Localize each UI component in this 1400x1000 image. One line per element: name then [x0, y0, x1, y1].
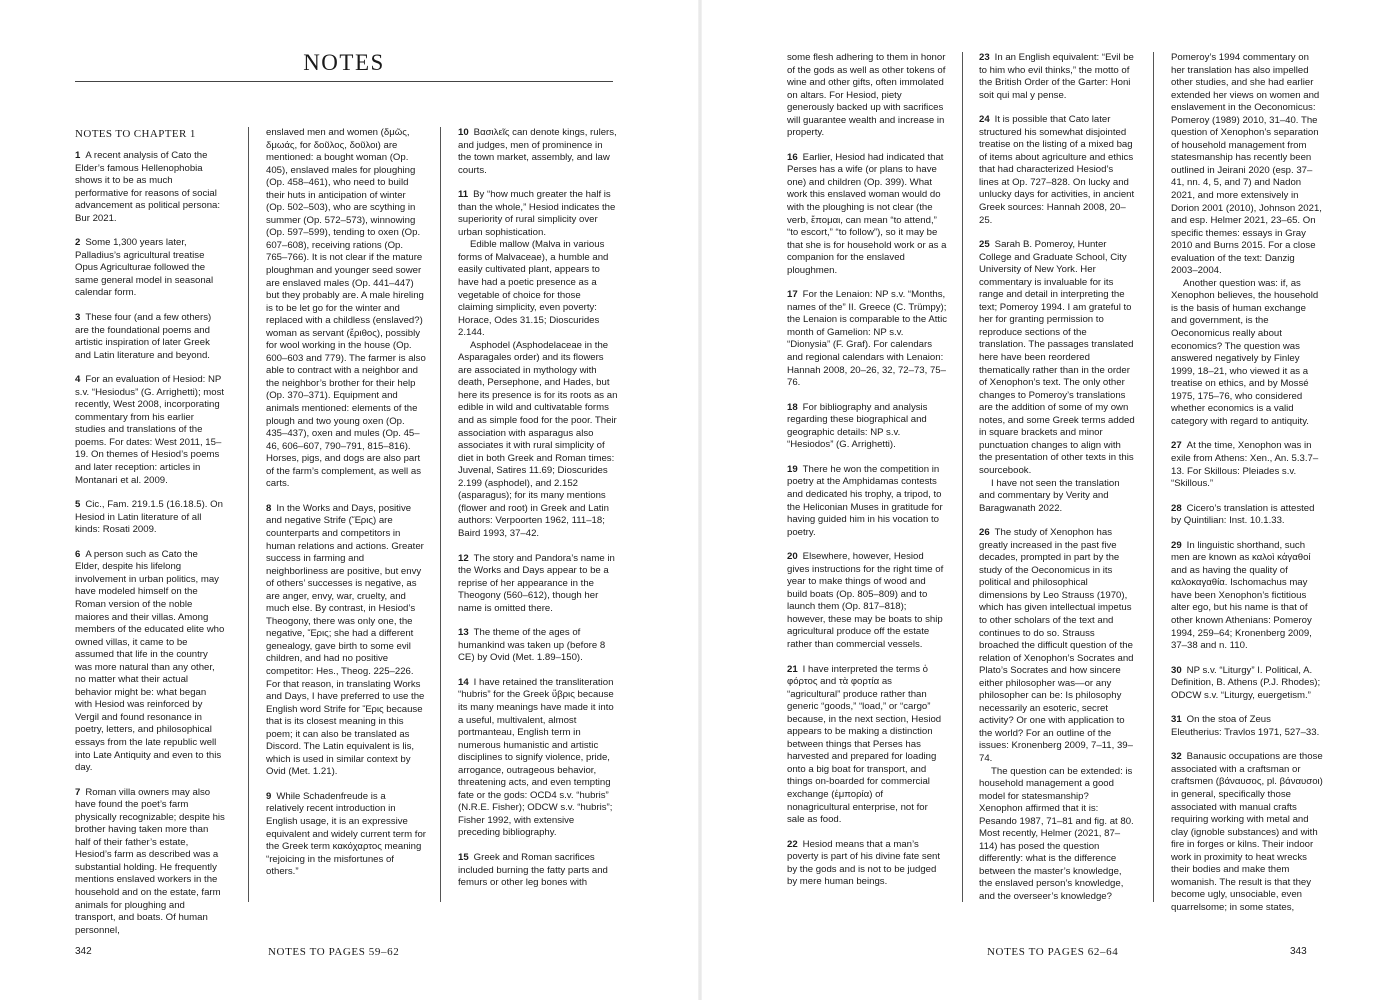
right-column-1 [787, 52, 947, 907]
note-text: Cic., Fam. 219.1.5 (16.18.5). On Hesiod in Latin literature of all kinds: Rosati 2009. [75, 499, 223, 536]
note-number: 28 [1171, 502, 1182, 514]
note-7 [75, 787, 225, 938]
note-23 [979, 52, 1135, 102]
note-paragraph [1171, 714, 1323, 739]
note-text: The story and Pandora’s name in the Works and Days appear to be a reprise of her appearance in the Theogony (560–612), though her name is omitted there. [458, 552, 615, 614]
note-number: 24 [979, 114, 990, 126]
note-text: At the time, Xenophon was in exile from Athens: Xen., An. 5.3.7–13. For Skillous: Pleiades s.v. “Skillous.” [1171, 440, 1319, 490]
running-head-left: NOTES TO PAGES 59–62 [268, 946, 400, 958]
note-paragraph [458, 239, 618, 339]
note-text: In the Works and Days, positive and negative Strife (Ἔρις) are counterparts and competitors in human relations and actions. Greater success in farming and neighborliness are positive, but envy of others’ successes is negative, as are anger, envy, war, cruelty, and much else. By contrast, in Hesiod’s Theogony, there was only one, the negative, Ἔρις; she had a different genealogy, gave birth to some evil children, and had no positive competitor: Hes., Theog. 225–226. For that reason, in translating Works and Days, I have preferred to use the English word Strife for Ἔρις because that is its closest meaning in this poem; it can also be translated as Discord. The Latin equivalent is lis, which is used in similar context by Ovid (Met. 1.21). [266, 502, 425, 778]
note-text: Earlier, Hesiod had indicated that Perses has a wife (or plans to have one) and children (Op. 399). What work this enslaved woman would do with the ploughing is not clear (the verb, ἕπομαι, can mean “to attend,” “to escort,” “to follow”), so it may be that she is for household work or as a companion for the enslaved ploughmen. [787, 151, 947, 276]
note-paragraph [266, 791, 426, 879]
note-paragraph [1171, 278, 1323, 429]
note-number: 14 [458, 676, 469, 688]
note-paragraph [979, 527, 1135, 765]
note-number: 23 [979, 52, 990, 63]
note-text: In an English equivalent: “Evil be to him who evil thinks,” the motto of the British Order of the Garter: Honi soit qui mal y pense. [979, 52, 1134, 101]
note-32 [1171, 751, 1323, 914]
note-24 [979, 114, 1135, 227]
note-26 [979, 527, 1135, 903]
note-paragraph [787, 52, 947, 140]
note-paragraph [458, 189, 618, 239]
note-number: 20 [787, 551, 798, 563]
note-paragraph [75, 549, 225, 775]
note-27 [1171, 440, 1323, 490]
note-2 [75, 237, 225, 300]
note-number: 31 [1171, 714, 1182, 726]
note-text: For bibliography and analysis regarding these biographical and geographic details: NP s.v. “Hesiodos” (G. Arrighetti). [787, 401, 928, 451]
note-paragraph [75, 150, 225, 225]
note-number: 22 [787, 838, 798, 850]
note-text: These four (and a few others) are the foundational poems and artistic inspiration of later Greek and Latin literature and beyond. [75, 312, 212, 361]
note-paragraph [458, 677, 618, 840]
note-11 [458, 189, 618, 540]
note-paragraph [1171, 440, 1323, 490]
note-number: 26 [979, 527, 990, 539]
note-text: some flesh adhering to them in honor of the gods as well as other tokens of wine and other gifts, often immolated on altars. For Hesiod, piety generously backed up with sacrifices will guarantee wealth and increase in property. [787, 52, 946, 139]
note-15 [458, 852, 618, 890]
notes-title: NOTES [303, 50, 385, 75]
note-21 [787, 664, 947, 827]
note-text: NP s.v. “Liturgy” I. Political, A. Definition, B. Athens (P.J. Rhodes); ODCW s.v. “Liturgy, euergetism.” [1171, 664, 1321, 701]
note-number: 4 [75, 374, 81, 386]
note-text: In linguistic shorthand, such men are known as καλοὶ κἀγαθοί and as having the quality of καλοκαγαθία. Ischomachus may have been Xenophon’s fictitious alter ego, but his name is that of other known Athenians: Pomeroy 1994, 259–64; Kronenberg 2009, 37–38 and n. 110. [1171, 539, 1312, 652]
column-rule [962, 52, 963, 902]
note-text: Hesiod means that a man’s poverty is part of his divine fate sent by the gods and is not to be judged by mere human beings. [787, 838, 941, 888]
note-text: There he won the competition in poetry at the Amphidamas contests and dedicated his trophy, a tripod, to the Heliconian Muses in gratitude for having guided him in his vocation to poetry. [787, 463, 943, 538]
note-12 [458, 553, 618, 616]
note-number: 3 [75, 312, 81, 324]
note-text: Roman villa owners may also have found the poet’s farm physically recognizable; despite his brother having taken more than half of their father’s estate, Hesiod’s farm as described was a substantial holding. He frequently mentions enslaved workers in the household and on the estate, farm animals for ploughing and transport, and boats. Of human personnel, [75, 786, 225, 936]
note-text: The theme of the ages of humankind was taken up (before 8 CE) by Ovid (Met. 1.89–150). [458, 627, 606, 664]
right-column-3 [1171, 52, 1323, 913]
note-text: It is possible that Cato later structured his somewhat disjointed treatise on the listing of a mixed bag of items about agriculture and ethics that had characterized Hesiod’s lines at Op. 727–828. On lucky and unlucky days for activities, in ancient Greek sources: Hannah 2008, 20–25. [979, 114, 1135, 226]
note-number: 11 [458, 189, 469, 201]
note-20 [787, 551, 947, 651]
note-8 [266, 503, 426, 779]
note-paragraph [787, 839, 947, 889]
note-number: 6 [75, 548, 81, 560]
note-paragraph [787, 551, 947, 651]
note-number: 19 [787, 463, 798, 475]
column-rule [1153, 52, 1154, 902]
note-text: Asphodel (Asphodelaceae in the Asparagales order) and its flowers are associated in mythology with death, Persephone, and Hades, but here its presence is for its roots as an edible in wild and cultivatable forms and as simple food for the poor. Their association with asparagus also associates it with rural simplicity of diet in both Greek and Roman times: Juvenal, Satires 11.69; Dioscurides 2.199 (asphodel), and 2.152 (asparagus); for its many mentions (flower and root) in Greek and Latin authors: Verpoorten 1962, 111–18; Baird 1993, 37–42. [458, 339, 618, 539]
chapter-heading: NOTES TO CHAPTER 1 [75, 128, 196, 140]
note-text: Edible mallow (Malva in various forms of Malvaceae), a humble and easily cultivated plant, appears to have had a poetic presence as a vegetable of choice for those claiming simplicity, even poverty: Horace, Odes 31.15; Dioscurides 2.144. [458, 239, 609, 339]
note-10 [458, 127, 618, 177]
note-paragraph [979, 478, 1135, 516]
note-5 [75, 499, 225, 537]
note-25 [979, 239, 1135, 515]
note-text: While Schadenfreude is a relatively recent introduction in English usage, it is an expressive equivalent and widely current term for the Greek term κακόχαρτος meaning “rejoicing in the misfortunes of others.” [266, 790, 426, 878]
note-paragraph [787, 464, 947, 539]
note-text: On the stoa of Zeus Eleutherius: Travlos 1971, 527–33. [1171, 714, 1320, 738]
note-text: enslaved men and women (δμῶς, δμωάς, for δοῦλος, δοῦλοι) are mentioned: a bought woman (Op. 405), enslaved males for ploughing (Op. 458–461), who need to build their huts in anticipation of winter (Op. 502–503), who are scything in summer (Op. 572–573), winnowing (Op. 597–599), tending to oxen (Op. 607–608), receiving rations (Op. 765–766). It is not clear if the mature ploughman and younger seed sower are enslaved males (Op. 441–447) but they probably are. A male hireling is to be let go for the winter and replaced with a childless (enslaved?) woman as servant (ἔριθος), possibly for wool working in the house (Op. 600–603 and 779). The farmer is also able to contract with a neighbor and the neighbor’s brother for their help (Op. 370–371). Equipment and animals mentioned: elements of the plough and two young oxen (Op. 435–437), oxen and mules (Op. 45–46, 606–607, 790–791, 815–816). Horses, pigs, and dogs are also part of the farm’s complement, as well as carts. [266, 127, 426, 490]
note-number: 2 [75, 237, 81, 249]
note-13 [458, 627, 618, 665]
left-column-2 [266, 127, 426, 907]
note-paragraph [1171, 52, 1323, 278]
note-paragraph [458, 553, 618, 616]
note-text: Cicero’s translation is attested by Quintilian: Inst. 10.1.33. [1171, 502, 1315, 527]
title-rule [75, 81, 613, 82]
note-text: By “how much greater the half is than the whole,” Hesiod indicates the superiority of rural simplicity over urban sophistication. [458, 189, 616, 238]
note-text: A person such as Cato the Elder, despite his lifelong involvement in urban politics, may have modeled himself on the Roman version of the noble maiores and their villas. Among members of the educated elite who owned villas, it came to be assumed that life in the country was more natural than any other, no matter what their actual behavior might be: what began with Hesiod was reinforced by Vergil and found resonance in poetry, letters, and philosophical essays from the late republic well into Late Antiquity and even to this day. [75, 548, 225, 774]
note-text: Another question was: if, as Xenophon believes, the household is the basis of human exchange and government, is the Oeconomicus really about economics? The question was answered negatively by Finley 1999, 18–21, who viewed it as a treatise on ethics, and by Mossé 1975, 175–76, who considered whether economics is a valid category with regard to antiquity. [1171, 277, 1319, 427]
note-number: 32 [1171, 751, 1182, 763]
note-paragraph [787, 402, 947, 452]
note-paragraph [979, 766, 1135, 904]
note-continuation [266, 127, 426, 491]
note-number: 1 [75, 150, 81, 161]
note-text: A recent analysis of Cato the Elder’s famous Hellenophobia shows it to be as much performative for reasons of social advancement as political persona: Bur 2021. [75, 150, 221, 224]
note-number: 13 [458, 627, 469, 639]
note-paragraph [1171, 540, 1323, 653]
note-paragraph [979, 114, 1135, 227]
note-number: 15 [458, 851, 469, 863]
note-text: Some 1,300 years later, Palladius’s agricultural treatise Opus Agriculturae followed the same general model in seasonal calendar form. [75, 237, 214, 299]
note-paragraph [75, 787, 225, 938]
note-text: I have retained the transliteration “hubris” for the Greek ὕβρις because its many meanings have made it into a useful, multivalent, almost portmanteau, English term in numerous humanistic and artistic disciplines to signify violence, pride, arrogance, outrageous behavior, threatening acts, and even tempting fate or the gods: OCD4 s.v. “hubris” (N.R.E. Fisher); ODCW s.v. “hubris”; Fisher 1992, with extensive preceding bibliography. [458, 676, 614, 839]
note-number: 18 [787, 401, 798, 413]
note-text: The question can be extended: is household management a good model for statesmanship? Xenophon affirmed that it is: Pesando 1987, 71–81 and fig. at 80. Most recently, Helmer (2021, 87–114) has posed the question differently: what is the difference between the master’s knowledge, the enslaved person’s knowledge, and the overseer’s knowledge? [979, 765, 1134, 902]
note-text: Pomeroy’s 1994 commentary on her translation has also impelled other studies, and she had earlier extended her views on women and enslavement in the Oeconomicus: Pomeroy (1989) 2010, 31–40. The question of Xenophon’s separation of household management from statesmanship has recently been outlined in Jeirani 2020 (esp. 37–41, nn. 4, 5, and 7) and Nadon 2021, and more extensively in Dorion 2001 (2010), Johnson 2021, and esp. Helmer 2021, 23–65. On specific themes: essays in Gray 2010 and Burns 2015. For a close evaluation of the text: Danzig 2003–2004. [1171, 52, 1322, 277]
running-head-right: NOTES TO PAGES 62–64 [987, 946, 1119, 958]
note-paragraph [1171, 751, 1323, 914]
note-number: 29 [1171, 539, 1182, 551]
right-page [700, 0, 1400, 1000]
note-text: I have interpreted the terms ὁ φόρτος and τὰ φορτία as “agricultural” produce rather than generic “goods,” “load,” or “cargo” because, in the next section, Hesiod appears to be making a distinction between things that Perses has harvested and prepared for loading onto a big boat for transport, and things on-boarded for commercial exchange (ἐμπορία) of nonagricultural enterprise, not for sale as food. [787, 663, 942, 826]
note-31 [1171, 714, 1323, 739]
note-text: Elsewhere, however, Hesiod gives instructions for the right time of year to make things of wood and build boats (Op. 805–809) and to launch them (Op. 817–818); however, these may be boats to ship agricultural produce off the estate rather than commercial vessels. [787, 551, 944, 650]
note-paragraph [75, 499, 225, 537]
note-17 [787, 289, 947, 389]
page-number-left: 342 [75, 946, 92, 957]
note-paragraph [75, 312, 225, 362]
note-text: I have not seen the translation and commentary by Verity and Baragwanath 2022. [979, 477, 1120, 514]
note-9 [266, 791, 426, 879]
note-text: For the Lenaion: NP s.v. “Months, names of the” II. Greece (C. Trümpy); the Lenaion is comparable to the Attic month of Gamelion: NP s.v. “Dionysia” (F. Graf). For calendars and regional calendars with Lenaion: Hannah 2008, 20–26, 32, 72–73, 75–76. [787, 289, 947, 389]
note-29 [1171, 540, 1323, 653]
note-paragraph [787, 664, 947, 827]
note-paragraph [458, 852, 618, 890]
left-column-1 [75, 127, 225, 936]
note-paragraph [787, 152, 947, 277]
note-text: Βασιλεῖς can denote kings, rulers, and judges, men of prominence in the town market, assembly, and law courts. [458, 127, 617, 176]
note-22 [787, 839, 947, 889]
note-number: 17 [787, 289, 798, 301]
note-paragraph [787, 289, 947, 389]
note-number: 10 [458, 127, 469, 138]
note-paragraph [75, 374, 225, 487]
note-paragraph [458, 627, 618, 665]
note-continuation [1171, 52, 1323, 428]
note-paragraph [458, 340, 618, 541]
note-number: 9 [266, 790, 272, 802]
note-paragraph [266, 127, 426, 491]
note-paragraph [75, 237, 225, 300]
note-number: 8 [266, 502, 272, 514]
note-paragraph [979, 52, 1135, 102]
note-number: 25 [979, 239, 990, 251]
note-paragraph [458, 127, 618, 177]
note-number: 16 [787, 151, 798, 163]
left-column-3 [458, 127, 618, 907]
note-number: 7 [75, 786, 81, 798]
note-number: 12 [458, 552, 469, 564]
note-3 [75, 312, 225, 362]
note-28 [1171, 503, 1323, 528]
note-paragraph [1171, 503, 1323, 528]
page-number-right: 343 [1290, 946, 1307, 957]
note-number: 27 [1171, 440, 1182, 452]
note-19 [787, 464, 947, 539]
note-14 [458, 677, 618, 840]
note-text: Greek and Roman sacrifices included burning the fatty parts and femurs or other leg bones with [458, 851, 608, 889]
note-number: 21 [787, 663, 798, 675]
note-6 [75, 549, 225, 775]
note-18 [787, 402, 947, 452]
note-number: 5 [75, 499, 81, 511]
note-1 [75, 150, 225, 225]
note-text: Banausic occupations are those associated with a craftsman or craftsmen (βάναυσος, pl. βάναυσοι) in general, specifically those associated with manual crafts requiring working with metal and clay (ignoble substances) and with fire in forges or kilns. Their indoor work in proximity to heat wrecks their bodies and make them womanish. The result is that they become ugly, unsociable, even quarrelsome; in some states, [1171, 751, 1323, 913]
note-paragraph [266, 503, 426, 779]
note-number: 30 [1171, 664, 1182, 676]
note-paragraph [979, 239, 1135, 477]
note-paragraph [1171, 665, 1323, 703]
note-4 [75, 374, 225, 487]
note-text: The study of Xenophon has greatly increased in the past five decades, prompted in part by the study of the Oeconomicus in its political and philosophical dimensions by Leo Strauss (1970), which has given intellectual impetus to other scholars of the text and continues to do so. Strauss broached the difficult question of the relation of Xenophon’s Socrates and Plato’s Socrates and how sincere either philosopher was—or any philosopher can be: Is philosophy necessarily an esoteric, secret activity? Or one with application to the world? For an outline of the issues: Kronenberg 2009, 7–11, 39–74. [979, 527, 1134, 764]
right-column-2 [979, 52, 1135, 907]
note-text: Sarah B. Pomeroy, Hunter College and Graduate School, City University of New York. Her commentary is invaluable for its range and detail in interpreting the text; Pomeroy 1994. I am grateful to her for granting permission to reproduce sections of the translation. The passages translated here have been reordered thematically rather than in the order of Xenophon’s text. The only other changes to Pomeroy’s translations are the addition of some of my own notes, and some Greek terms added in square brackets and minor punctuation changes to align with the presentation of other texts in this sourcebook. [979, 239, 1135, 476]
note-30 [1171, 665, 1323, 703]
note-16 [787, 152, 947, 277]
note-text: For an evaluation of Hesiod: NP s.v. “Hesiodus” (G. Arrighetti); most recently, West 2008, incorporating commentary from his earlier studies and translations of the poems. For dates: West 2011, 15–19. On themes of Hesiod’s poems and later reception: articles in Montanari et al. 2009. [75, 374, 225, 486]
column-rule [440, 127, 441, 902]
column-rule [248, 127, 249, 902]
note-continuation [787, 52, 947, 140]
